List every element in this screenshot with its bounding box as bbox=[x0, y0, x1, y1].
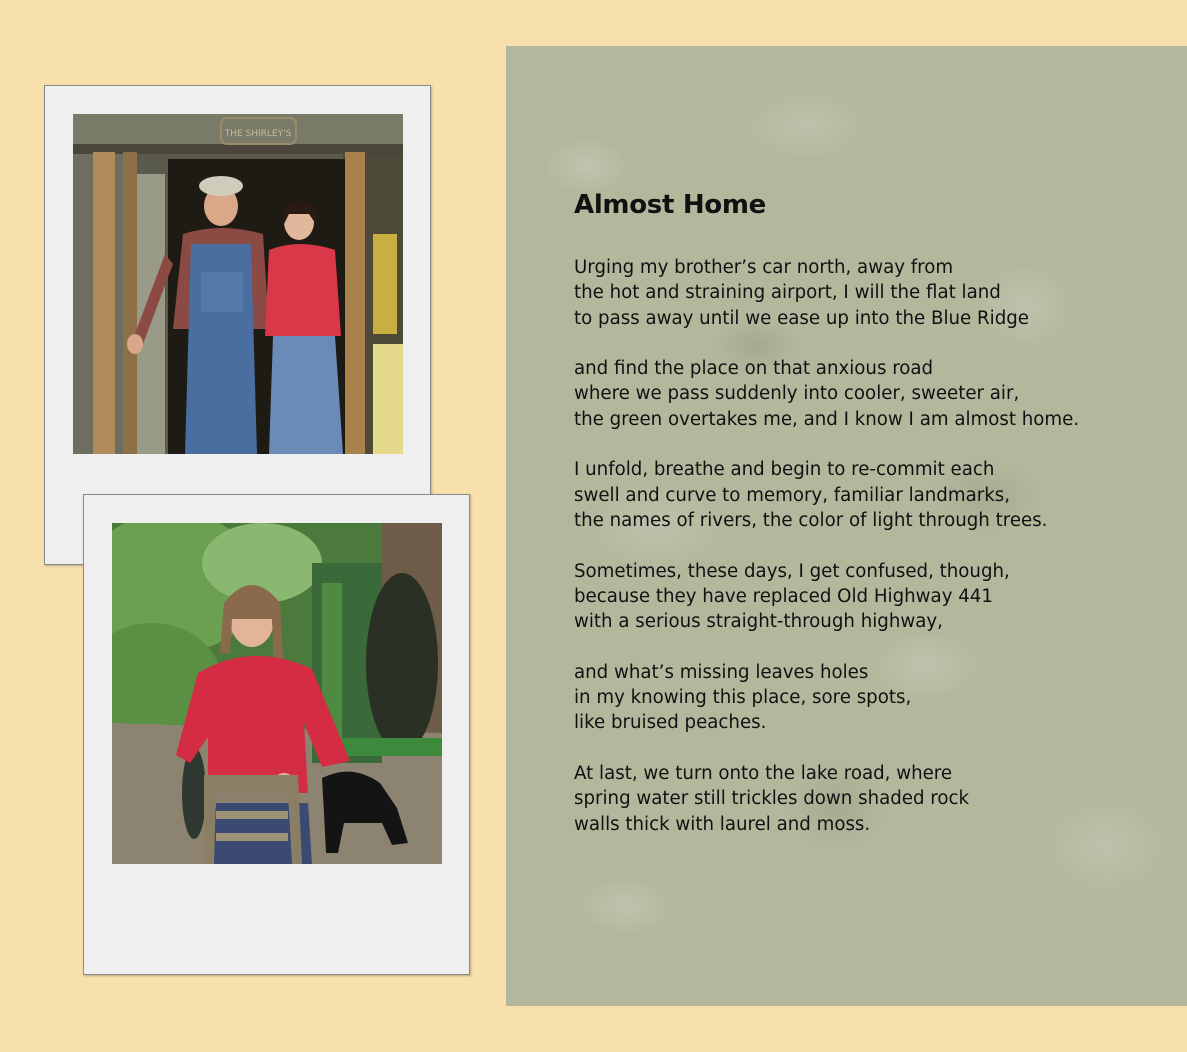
poem-panel bbox=[506, 46, 1187, 1006]
poem-line: because they have replaced Old Highway 441 bbox=[574, 585, 993, 607]
poem-stanza bbox=[574, 356, 1174, 432]
poem-line: in my knowing this place, sore spots, bbox=[574, 687, 912, 709]
polaroid-frame-top bbox=[44, 85, 431, 565]
poem-line: At last, we turn onto the lake road, where bbox=[574, 762, 953, 784]
poem-line: to pass away until we ease up into the Blue Ridge bbox=[574, 307, 1029, 329]
poem-line: swell and curve to memory, familiar landmarks, bbox=[574, 484, 1010, 506]
poem-line: the names of rivers, the color of light through trees. bbox=[574, 509, 1048, 531]
poem-line: with a serious straight-through highway, bbox=[574, 611, 943, 633]
poem-line: Sometimes, these days, I get confused, though, bbox=[574, 560, 1010, 582]
poem-line: Urging my brother’s car north, away from bbox=[574, 257, 954, 278]
poem-line: the green overtakes me, and I know I am almost home. bbox=[574, 408, 1080, 430]
poem-line: like bruised peaches. bbox=[574, 712, 767, 734]
poem-line: walls thick with laurel and moss. bbox=[574, 813, 871, 835]
poem-line: where we pass suddenly into cooler, sweeter air, bbox=[574, 383, 1020, 405]
poem-line: and what’s missing leaves holes bbox=[574, 661, 869, 683]
photo-woman-with-chair bbox=[112, 523, 442, 864]
poem-line: the hot and straining airport, I will the flat land bbox=[574, 282, 1001, 304]
poem-stanza bbox=[574, 255, 1174, 331]
poem-stanza bbox=[574, 559, 1174, 635]
poem-line: I unfold, breathe and begin to re-commit each bbox=[574, 459, 995, 481]
poem-stanza bbox=[574, 761, 1174, 837]
photo-couple-in-doorway bbox=[73, 114, 403, 454]
poem-stanza bbox=[574, 457, 1174, 533]
poem-stanza bbox=[574, 660, 1174, 736]
poem-body bbox=[574, 255, 1174, 862]
poem-line: spring water still trickles down shaded rock bbox=[574, 788, 970, 810]
poem-title: Almost Home bbox=[574, 190, 766, 220]
poem-line: and find the place on that anxious road bbox=[574, 358, 934, 380]
sign-text: THE SHIRLEY'S bbox=[224, 129, 292, 139]
polaroid-frame-bottom bbox=[83, 494, 470, 975]
